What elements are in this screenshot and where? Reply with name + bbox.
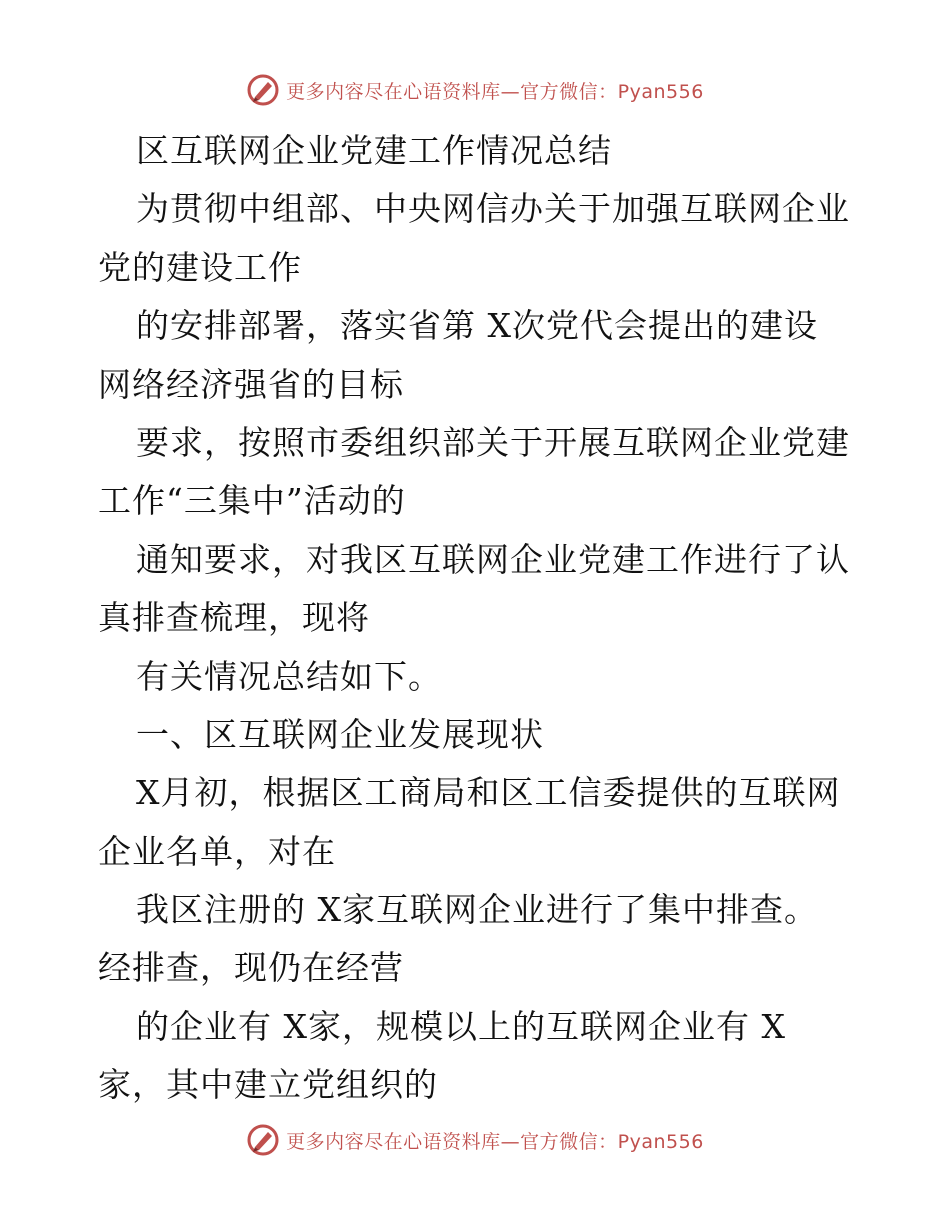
text-line: 工作“三集中”活动的 (98, 481, 406, 521)
text-line: 经排查，现仍在经营 (98, 948, 404, 988)
document-body (98, 122, 858, 1115)
pen-logo-icon (246, 1123, 280, 1157)
footer-watermark-text: 更多内容尽在心语资料库—官方微信：Pyan556 (286, 1130, 704, 1153)
header-watermark-banner (0, 70, 950, 110)
text-line: 有关情况总结如下。 (136, 656, 442, 696)
text-line: 网络经济强省的目标 (98, 364, 404, 404)
text-line: 企业名单，对在 (98, 831, 336, 871)
text-line: 真排查梳理，现将 (98, 598, 370, 638)
text-line: 的安排部署，落实省第 X次党代会提出的建设 (136, 306, 818, 346)
text-line: X月初，根据区工商局和区工信委提供的互联网 (136, 773, 841, 813)
text-line: 一、区互联网企业发展现状 (136, 714, 544, 754)
text-line: 要求，按照市委组织部关于开展互联网企业党建 (136, 422, 850, 462)
pen-logo-icon (246, 73, 280, 107)
text-line: 家，其中建立党组织的 (98, 1065, 438, 1105)
text-line: 党的建设工作 (98, 247, 302, 287)
text-line: 的企业有 X家，规模以上的互联网企业有 X (136, 1006, 786, 1046)
text-line: 我区注册的 X家互联网企业进行了集中排查。 (136, 890, 818, 930)
footer-watermark-banner (0, 1120, 950, 1160)
header-watermark-text: 更多内容尽在心语资料库—官方微信：Pyan556 (286, 80, 704, 103)
text-line: 为贯彻中组部、中央网信办关于加强互联网企业 (136, 189, 850, 229)
text-line: 通知要求，对我区互联网企业党建工作进行了认 (136, 539, 850, 579)
document-title: 区互联网企业党建工作情况总结 (136, 131, 612, 170)
